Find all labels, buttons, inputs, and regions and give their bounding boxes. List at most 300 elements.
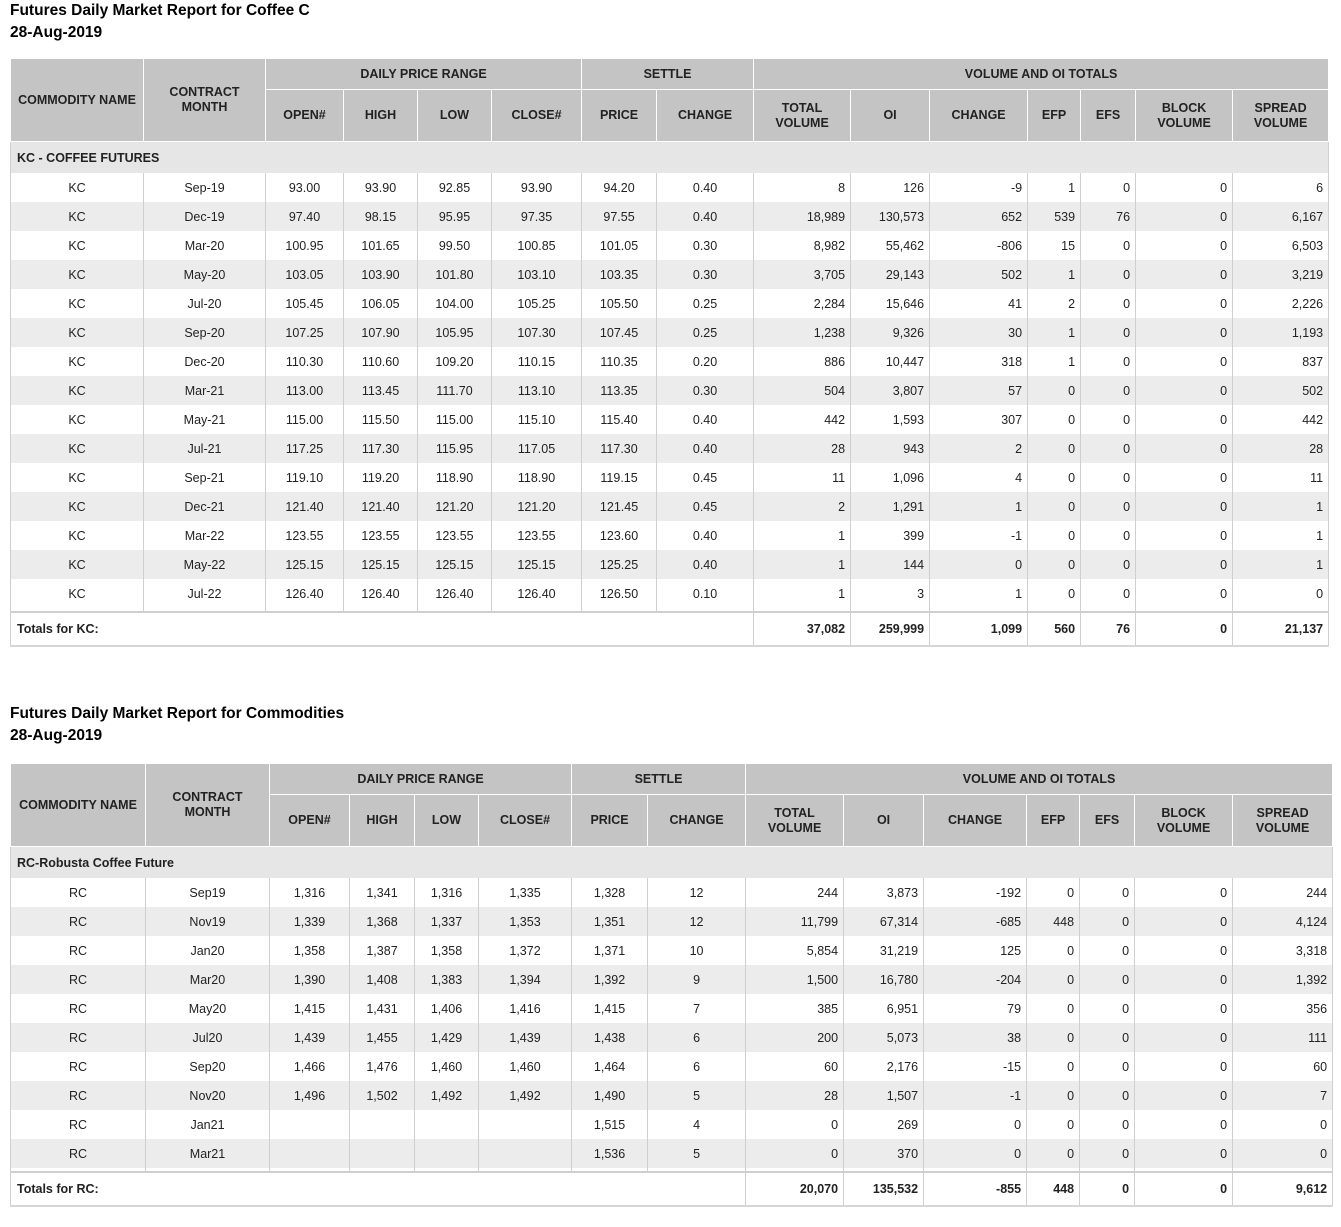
cell-total-volume: 1 bbox=[754, 521, 851, 550]
cell-high: 121.40 bbox=[344, 492, 418, 521]
col-header-high: HIGH bbox=[350, 795, 415, 847]
cell-high: 1,502 bbox=[350, 1081, 415, 1110]
cell-oi-change: 0 bbox=[924, 1139, 1027, 1168]
cell-block-volume: 0 bbox=[1136, 463, 1233, 492]
cell-settle-change: 0.25 bbox=[657, 318, 754, 347]
col-header-close: CLOSE# bbox=[492, 90, 582, 142]
cell-spread-volume: 3,219 bbox=[1233, 260, 1329, 289]
cell-block-volume: 0 bbox=[1135, 1023, 1233, 1052]
cell-efs: 0 bbox=[1080, 1023, 1135, 1052]
cell-total-volume: 504 bbox=[754, 376, 851, 405]
cell-efp: 0 bbox=[1027, 1023, 1080, 1052]
cell-settle-price: 121.45 bbox=[582, 492, 657, 521]
cell-high: 93.90 bbox=[344, 173, 418, 202]
cell-spread-volume: 1,392 bbox=[1233, 965, 1333, 994]
table-row bbox=[11, 347, 1329, 376]
cell-close: 107.30 bbox=[492, 318, 582, 347]
cell-open: 121.40 bbox=[266, 492, 344, 521]
cell-high: 1,476 bbox=[350, 1052, 415, 1081]
cell-oi-change: -1 bbox=[924, 1081, 1027, 1110]
cell-contract-month: Jul-22 bbox=[144, 579, 266, 608]
cell-block-volume: 0 bbox=[1135, 1052, 1233, 1081]
cell-efp: 539 bbox=[1028, 202, 1081, 231]
totals-row bbox=[11, 612, 1329, 646]
col-header-efp: EFP bbox=[1027, 795, 1080, 847]
cell-total-volume: 0 bbox=[746, 1139, 844, 1168]
cell-oi-change: 41 bbox=[930, 289, 1028, 318]
cell-block-volume: 0 bbox=[1135, 936, 1233, 965]
totals-efp: 560 bbox=[1028, 612, 1081, 646]
cell-oi-change: 0 bbox=[924, 1110, 1027, 1139]
cell-oi: 943 bbox=[851, 434, 930, 463]
cell-open: 105.45 bbox=[266, 289, 344, 318]
group-header-volume-oi-totals: VOLUME AND OI TOTALS bbox=[754, 59, 1329, 90]
cell-settle-price: 103.35 bbox=[582, 260, 657, 289]
cell-block-volume: 0 bbox=[1135, 994, 1233, 1023]
col-header-price: PRICE bbox=[582, 90, 657, 142]
cell-settle-change: 10 bbox=[648, 936, 746, 965]
cell-efs: 0 bbox=[1080, 907, 1135, 936]
cell-close: 1,335 bbox=[479, 878, 572, 907]
cell-high bbox=[350, 1139, 415, 1168]
group-header-daily-price-range: DAILY PRICE RANGE bbox=[270, 764, 572, 795]
cell-block-volume: 0 bbox=[1136, 405, 1233, 434]
col-header-spread-volume: SPREAD VOLUME bbox=[1233, 795, 1333, 847]
cell-oi: 10,447 bbox=[851, 347, 930, 376]
table-row bbox=[11, 1139, 1333, 1168]
cell-settle-price: 94.20 bbox=[582, 173, 657, 202]
cell-total-volume: 8,982 bbox=[754, 231, 851, 260]
cell-block-volume: 0 bbox=[1135, 907, 1233, 936]
cell-efs: 0 bbox=[1081, 231, 1136, 260]
cell-oi-change: 652 bbox=[930, 202, 1028, 231]
cell-settle-price: 1,415 bbox=[572, 994, 648, 1023]
cell-high: 125.15 bbox=[344, 550, 418, 579]
cell-settle-price: 117.30 bbox=[582, 434, 657, 463]
cell-oi-change: 30 bbox=[930, 318, 1028, 347]
cell-spread-volume: 4,124 bbox=[1233, 907, 1333, 936]
cell-efs: 0 bbox=[1081, 405, 1136, 434]
cell-total-volume: 385 bbox=[746, 994, 844, 1023]
cell-settle-price: 97.55 bbox=[582, 202, 657, 231]
cell-total-volume: 200 bbox=[746, 1023, 844, 1052]
cell-efp: 0 bbox=[1028, 492, 1081, 521]
cell-low: 1,460 bbox=[415, 1052, 479, 1081]
cell-oi: 3,873 bbox=[844, 878, 924, 907]
cell-settle-price: 1,351 bbox=[572, 907, 648, 936]
cell-commodity: KC bbox=[11, 434, 144, 463]
cell-high: 115.50 bbox=[344, 405, 418, 434]
cell-spread-volume: 837 bbox=[1233, 347, 1329, 376]
cell-oi: 3,807 bbox=[851, 376, 930, 405]
cell-commodity: RC bbox=[11, 1023, 146, 1052]
cell-block-volume: 0 bbox=[1136, 260, 1233, 289]
cell-close: 105.25 bbox=[492, 289, 582, 318]
totals-efs: 0 bbox=[1080, 1172, 1135, 1206]
cell-close: 118.90 bbox=[492, 463, 582, 492]
totals-efs: 76 bbox=[1081, 612, 1136, 646]
cell-efs: 0 bbox=[1081, 173, 1136, 202]
cell-low: 1,429 bbox=[415, 1023, 479, 1052]
cell-commodity: KC bbox=[11, 318, 144, 347]
cell-settle-price: 1,464 bbox=[572, 1052, 648, 1081]
cell-high bbox=[350, 1110, 415, 1139]
cell-block-volume: 0 bbox=[1136, 173, 1233, 202]
cell-contract-month: Dec-20 bbox=[144, 347, 266, 376]
cell-close: 93.90 bbox=[492, 173, 582, 202]
cell-total-volume: 1,238 bbox=[754, 318, 851, 347]
cell-open: 119.10 bbox=[266, 463, 344, 492]
table-row bbox=[11, 936, 1333, 965]
table-row bbox=[11, 318, 1329, 347]
cell-block-volume: 0 bbox=[1136, 579, 1233, 608]
col-header-commodity-name: COMMODITY NAME bbox=[11, 764, 146, 847]
cell-total-volume: 442 bbox=[754, 405, 851, 434]
cell-close: 100.85 bbox=[492, 231, 582, 260]
cell-settle-change: 0.45 bbox=[657, 463, 754, 492]
cell-settle-change: 0.20 bbox=[657, 347, 754, 376]
table-row bbox=[11, 260, 1329, 289]
cell-efp: 0 bbox=[1028, 550, 1081, 579]
cell-contract-month: May20 bbox=[146, 994, 270, 1023]
totals-total-volume: 20,070 bbox=[746, 1172, 844, 1206]
col-header-oi-change: CHANGE bbox=[924, 795, 1027, 847]
cell-efp: 0 bbox=[1028, 463, 1081, 492]
table-row bbox=[11, 231, 1329, 260]
cell-efp: 0 bbox=[1028, 521, 1081, 550]
cell-settle-price: 110.35 bbox=[582, 347, 657, 376]
cell-settle-change: 0.30 bbox=[657, 376, 754, 405]
cell-open: 1,316 bbox=[270, 878, 350, 907]
cell-low: 109.20 bbox=[418, 347, 492, 376]
cell-total-volume: 1 bbox=[754, 579, 851, 608]
totals-label: Totals for RC: bbox=[11, 1172, 746, 1206]
cell-low: 121.20 bbox=[418, 492, 492, 521]
cell-settle-price: 113.35 bbox=[582, 376, 657, 405]
cell-commodity: RC bbox=[11, 965, 146, 994]
cell-close: 113.10 bbox=[492, 376, 582, 405]
cell-commodity: KC bbox=[11, 521, 144, 550]
cell-open: 93.00 bbox=[266, 173, 344, 202]
totals-row bbox=[11, 1172, 1333, 1206]
cell-total-volume: 1,500 bbox=[746, 965, 844, 994]
cell-efp: 0 bbox=[1027, 878, 1080, 907]
totals-oi-change: -855 bbox=[924, 1172, 1027, 1206]
cell-commodity: RC bbox=[11, 1139, 146, 1168]
cell-low: 1,406 bbox=[415, 994, 479, 1023]
cell-efs: 0 bbox=[1081, 579, 1136, 608]
cell-block-volume: 0 bbox=[1135, 878, 1233, 907]
cell-total-volume: 1 bbox=[754, 550, 851, 579]
cell-low: 92.85 bbox=[418, 173, 492, 202]
cell-oi: 399 bbox=[851, 521, 930, 550]
table-row bbox=[11, 965, 1333, 994]
cell-oi: 15,646 bbox=[851, 289, 930, 318]
cell-oi-change: -806 bbox=[930, 231, 1028, 260]
cell-settle-change: 5 bbox=[648, 1139, 746, 1168]
cell-contract-month: Mar-21 bbox=[144, 376, 266, 405]
cell-close: 1,460 bbox=[479, 1052, 572, 1081]
cell-open: 117.25 bbox=[266, 434, 344, 463]
cell-contract-month: Jan20 bbox=[146, 936, 270, 965]
col-header-commodity-name: COMMODITY NAME bbox=[11, 59, 144, 142]
cell-open: 1,390 bbox=[270, 965, 350, 994]
cell-efp: 0 bbox=[1027, 936, 1080, 965]
cell-block-volume: 0 bbox=[1136, 521, 1233, 550]
cell-spread-volume: 0 bbox=[1233, 1139, 1333, 1168]
col-header-contract-month: CONTRACT MONTH bbox=[146, 764, 270, 847]
cell-settle-price: 105.50 bbox=[582, 289, 657, 318]
cell-commodity: RC bbox=[11, 936, 146, 965]
cell-spread-volume: 6 bbox=[1233, 173, 1329, 202]
cell-oi-change: 318 bbox=[930, 347, 1028, 376]
report-date: 28-Aug-2019 bbox=[10, 727, 103, 744]
cell-block-volume: 0 bbox=[1136, 492, 1233, 521]
cell-commodity: RC bbox=[11, 1081, 146, 1110]
report-header-commodities bbox=[10, 703, 344, 747]
table-row bbox=[11, 907, 1333, 936]
cell-contract-month: Nov20 bbox=[146, 1081, 270, 1110]
cell-block-volume: 0 bbox=[1135, 1139, 1233, 1168]
cell-oi: 55,462 bbox=[851, 231, 930, 260]
cell-spread-volume: 60 bbox=[1233, 1052, 1333, 1081]
cell-open bbox=[270, 1110, 350, 1139]
group-header-daily-price-range: DAILY PRICE RANGE bbox=[266, 59, 582, 90]
cell-oi: 29,143 bbox=[851, 260, 930, 289]
cell-oi-change: 0 bbox=[930, 550, 1028, 579]
table-row bbox=[11, 405, 1329, 434]
totals-label: Totals for KC: bbox=[11, 612, 754, 646]
cell-settle-price: 123.60 bbox=[582, 521, 657, 550]
cell-efs: 0 bbox=[1081, 347, 1136, 376]
cell-high: 1,368 bbox=[350, 907, 415, 936]
cell-efs: 0 bbox=[1081, 492, 1136, 521]
cell-settle-change: 0.10 bbox=[657, 579, 754, 608]
cell-contract-month: Jul20 bbox=[146, 1023, 270, 1052]
cell-low: 123.55 bbox=[418, 521, 492, 550]
cell-efp: 0 bbox=[1027, 1052, 1080, 1081]
cell-oi: 1,507 bbox=[844, 1081, 924, 1110]
cell-low: 99.50 bbox=[418, 231, 492, 260]
cell-commodity: KC bbox=[11, 376, 144, 405]
cell-block-volume: 0 bbox=[1135, 1081, 1233, 1110]
cell-open: 97.40 bbox=[266, 202, 344, 231]
table-row bbox=[11, 376, 1329, 405]
cell-low: 126.40 bbox=[418, 579, 492, 608]
cell-commodity: KC bbox=[11, 202, 144, 231]
cell-block-volume: 0 bbox=[1136, 434, 1233, 463]
cell-close: 125.15 bbox=[492, 550, 582, 579]
cell-spread-volume: 502 bbox=[1233, 376, 1329, 405]
cell-oi: 5,073 bbox=[844, 1023, 924, 1052]
cell-settle-change: 0.30 bbox=[657, 260, 754, 289]
cell-oi: 144 bbox=[851, 550, 930, 579]
cell-close: 1,394 bbox=[479, 965, 572, 994]
cell-spread-volume: 442 bbox=[1233, 405, 1329, 434]
cell-efs: 0 bbox=[1081, 376, 1136, 405]
cell-high: 98.15 bbox=[344, 202, 418, 231]
col-header-block-volume: BLOCK VOLUME bbox=[1135, 795, 1233, 847]
cell-high: 103.90 bbox=[344, 260, 418, 289]
cell-settle-change: 5 bbox=[648, 1081, 746, 1110]
cell-low bbox=[415, 1110, 479, 1139]
cell-close: 1,439 bbox=[479, 1023, 572, 1052]
cell-settle-price: 119.15 bbox=[582, 463, 657, 492]
cell-efs: 0 bbox=[1081, 463, 1136, 492]
report-header-coffee-c bbox=[10, 0, 310, 44]
totals-oi: 259,999 bbox=[851, 612, 930, 646]
cell-high: 1,341 bbox=[350, 878, 415, 907]
cell-efs: 0 bbox=[1080, 1139, 1135, 1168]
group-header-volume-oi-totals: VOLUME AND OI TOTALS bbox=[746, 764, 1333, 795]
cell-high: 113.45 bbox=[344, 376, 418, 405]
cell-close: 110.15 bbox=[492, 347, 582, 376]
cell-high: 1,408 bbox=[350, 965, 415, 994]
cell-spread-volume: 356 bbox=[1233, 994, 1333, 1023]
cell-efp: 1 bbox=[1028, 318, 1081, 347]
cell-block-volume: 0 bbox=[1136, 202, 1233, 231]
cell-spread-volume: 28 bbox=[1233, 434, 1329, 463]
cell-commodity: KC bbox=[11, 347, 144, 376]
cell-commodity: KC bbox=[11, 231, 144, 260]
cell-settle-change: 0.40 bbox=[657, 521, 754, 550]
cell-oi-change: 4 bbox=[930, 463, 1028, 492]
cell-open: 126.40 bbox=[266, 579, 344, 608]
cell-settle-change: 0.40 bbox=[657, 202, 754, 231]
cell-block-volume: 0 bbox=[1136, 318, 1233, 347]
cell-spread-volume: 3,318 bbox=[1233, 936, 1333, 965]
cell-efp: 0 bbox=[1028, 376, 1081, 405]
cell-settle-price: 1,328 bbox=[572, 878, 648, 907]
cell-settle-change: 0.25 bbox=[657, 289, 754, 318]
cell-efs: 0 bbox=[1080, 1110, 1135, 1139]
cell-low: 1,358 bbox=[415, 936, 479, 965]
cell-open: 1,358 bbox=[270, 936, 350, 965]
cell-close: 1,372 bbox=[479, 936, 572, 965]
table-row bbox=[11, 994, 1333, 1023]
cell-high: 110.60 bbox=[344, 347, 418, 376]
cell-low: 118.90 bbox=[418, 463, 492, 492]
cell-oi-change: 1 bbox=[930, 579, 1028, 608]
cell-contract-month: Dec-21 bbox=[144, 492, 266, 521]
cell-low: 115.00 bbox=[418, 405, 492, 434]
col-header-settle-change: CHANGE bbox=[657, 90, 754, 142]
cell-commodity: KC bbox=[11, 260, 144, 289]
cell-high: 106.05 bbox=[344, 289, 418, 318]
table-row bbox=[11, 492, 1329, 521]
cell-open: 125.15 bbox=[266, 550, 344, 579]
col-header-spread-volume: SPREAD VOLUME bbox=[1233, 90, 1329, 142]
col-header-oi: OI bbox=[851, 90, 930, 142]
table-row bbox=[11, 1023, 1333, 1052]
cell-efp: 15 bbox=[1028, 231, 1081, 260]
col-header-oi: OI bbox=[844, 795, 924, 847]
cell-oi: 130,573 bbox=[851, 202, 930, 231]
cell-low: 105.95 bbox=[418, 318, 492, 347]
cell-total-volume: 0 bbox=[746, 1110, 844, 1139]
cell-total-volume: 886 bbox=[754, 347, 851, 376]
cell-spread-volume: 2,226 bbox=[1233, 289, 1329, 318]
cell-total-volume: 244 bbox=[746, 878, 844, 907]
cell-low: 95.95 bbox=[418, 202, 492, 231]
cell-contract-month: Jul-21 bbox=[144, 434, 266, 463]
cell-contract-month: May-22 bbox=[144, 550, 266, 579]
cell-total-volume: 28 bbox=[754, 434, 851, 463]
report-title: Futures Daily Market Report for Coffee C bbox=[10, 2, 310, 19]
cell-block-volume: 0 bbox=[1136, 289, 1233, 318]
cell-efp: 0 bbox=[1028, 579, 1081, 608]
cell-efp: 0 bbox=[1027, 994, 1080, 1023]
cell-close: 117.05 bbox=[492, 434, 582, 463]
table-row bbox=[11, 878, 1333, 907]
report-date: 28-Aug-2019 bbox=[10, 24, 103, 41]
cell-open: 107.25 bbox=[266, 318, 344, 347]
table-row bbox=[11, 521, 1329, 550]
cell-settle-price: 1,392 bbox=[572, 965, 648, 994]
cell-settle-change: 9 bbox=[648, 965, 746, 994]
cell-contract-month: Dec-19 bbox=[144, 202, 266, 231]
cell-contract-month: Sep-21 bbox=[144, 463, 266, 492]
cell-oi-change: -9 bbox=[930, 173, 1028, 202]
cell-high: 1,455 bbox=[350, 1023, 415, 1052]
cell-commodity: RC bbox=[11, 1052, 146, 1081]
cell-efs: 0 bbox=[1080, 878, 1135, 907]
cell-settle-change: 0.45 bbox=[657, 492, 754, 521]
cell-spread-volume: 7 bbox=[1233, 1081, 1333, 1110]
cell-block-volume: 0 bbox=[1136, 231, 1233, 260]
cell-oi-change: -204 bbox=[924, 965, 1027, 994]
section-label: KC - COFFEE FUTURES bbox=[11, 142, 1329, 174]
cell-contract-month: May-20 bbox=[144, 260, 266, 289]
cell-contract-month: Sep-20 bbox=[144, 318, 266, 347]
cell-low: 104.00 bbox=[418, 289, 492, 318]
cell-commodity: KC bbox=[11, 289, 144, 318]
cell-efp: 0 bbox=[1027, 1081, 1080, 1110]
cell-open: 100.95 bbox=[266, 231, 344, 260]
col-header-settle-change: CHANGE bbox=[648, 795, 746, 847]
cell-settle-change: 7 bbox=[648, 994, 746, 1023]
cell-high: 119.20 bbox=[344, 463, 418, 492]
cell-oi: 16,780 bbox=[844, 965, 924, 994]
cell-settle-change: 4 bbox=[648, 1110, 746, 1139]
cell-close: 115.10 bbox=[492, 405, 582, 434]
col-header-open: OPEN# bbox=[266, 90, 344, 142]
cell-settle-change: 6 bbox=[648, 1023, 746, 1052]
cell-settle-change: 0.40 bbox=[657, 173, 754, 202]
cell-oi-change: -685 bbox=[924, 907, 1027, 936]
cell-contract-month: May-21 bbox=[144, 405, 266, 434]
cell-commodity: KC bbox=[11, 463, 144, 492]
cell-open: 1,496 bbox=[270, 1081, 350, 1110]
cell-oi: 1,593 bbox=[851, 405, 930, 434]
cell-settle-price: 101.05 bbox=[582, 231, 657, 260]
cell-oi-change: 2 bbox=[930, 434, 1028, 463]
table-row bbox=[11, 463, 1329, 492]
cell-low: 115.95 bbox=[418, 434, 492, 463]
col-header-total-volume: TOTAL VOLUME bbox=[746, 795, 844, 847]
totals-block-volume: 0 bbox=[1136, 612, 1233, 646]
cell-efs: 0 bbox=[1081, 550, 1136, 579]
table-row bbox=[11, 550, 1329, 579]
cell-spread-volume: 0 bbox=[1233, 579, 1329, 608]
cell-spread-volume: 1 bbox=[1233, 521, 1329, 550]
cell-high: 126.40 bbox=[344, 579, 418, 608]
cell-settle-price: 1,515 bbox=[572, 1110, 648, 1139]
cell-spread-volume: 244 bbox=[1233, 878, 1333, 907]
cell-oi-change: -192 bbox=[924, 878, 1027, 907]
table-row bbox=[11, 579, 1329, 608]
cell-open: 113.00 bbox=[266, 376, 344, 405]
